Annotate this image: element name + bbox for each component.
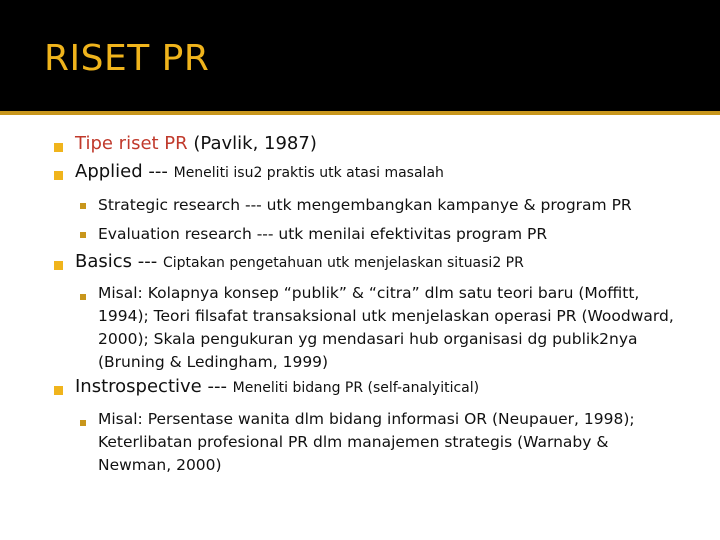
bullet-introspective [75, 376, 479, 397]
bullet-detail: Meneliti bidang PR (self-analyitical) [232, 380, 480, 396]
slide-title: RISET PR [44, 38, 210, 79]
bullet-main: Basics --- [75, 251, 163, 272]
sub-bullet-square-icon [80, 294, 86, 300]
sub-bullet-introspective-example: Misal: Persentase wanita dlm bidang informasi OR (Neupauer, 1998); Keterlibatan profesional PR dlm manajemen strategis (Warnaby & Newman, 2000) [98, 410, 635, 474]
sub-bullet-square-icon [80, 420, 86, 426]
sub-bullet-evaluation: Evaluation research --- utk menilai efektivitas program PR [98, 225, 548, 243]
bullet-detail: Meneliti isu2 praktis utk atasi masalah [173, 165, 444, 181]
title-band [0, 0, 720, 111]
bullet-square-icon [54, 171, 63, 180]
bullet-highlight: Tipe riset PR [75, 133, 188, 154]
sub-bullet-square-icon [80, 203, 86, 209]
sub-bullet-basics-example: Misal: Kolapnya konsep “publik” & “citra” dlm satu teori baru (Moffitt, 1994); Teori filsafat transaksional utk menjelaskan operasi PR (Woodward, 2000); Skala pengukuran yg mendasari hub organisasi dg publik2nya (Bruning & Ledingham, 1999) [98, 284, 674, 371]
sub-bullet-strategic: Strategic research --- utk mengembangkan kampanye & program PR [98, 196, 632, 214]
bullet-square-icon [54, 143, 63, 152]
bullet-main: Applied --- [75, 161, 174, 182]
content-area [0, 115, 720, 540]
bullet-square-icon [54, 386, 63, 395]
bullet-main: Instrospective --- [75, 376, 233, 397]
bullet-basics [75, 251, 524, 272]
bullet-text: (Pavlik, 1987) [187, 133, 317, 154]
sub-bullet-square-icon [80, 232, 86, 238]
bullet-square-icon [54, 261, 63, 270]
bullet-tipe-riset [75, 133, 317, 154]
bullet-detail: Ciptakan pengetahuan utk menjelaskan situasi2 PR [162, 255, 524, 271]
bullet-applied [75, 161, 444, 182]
